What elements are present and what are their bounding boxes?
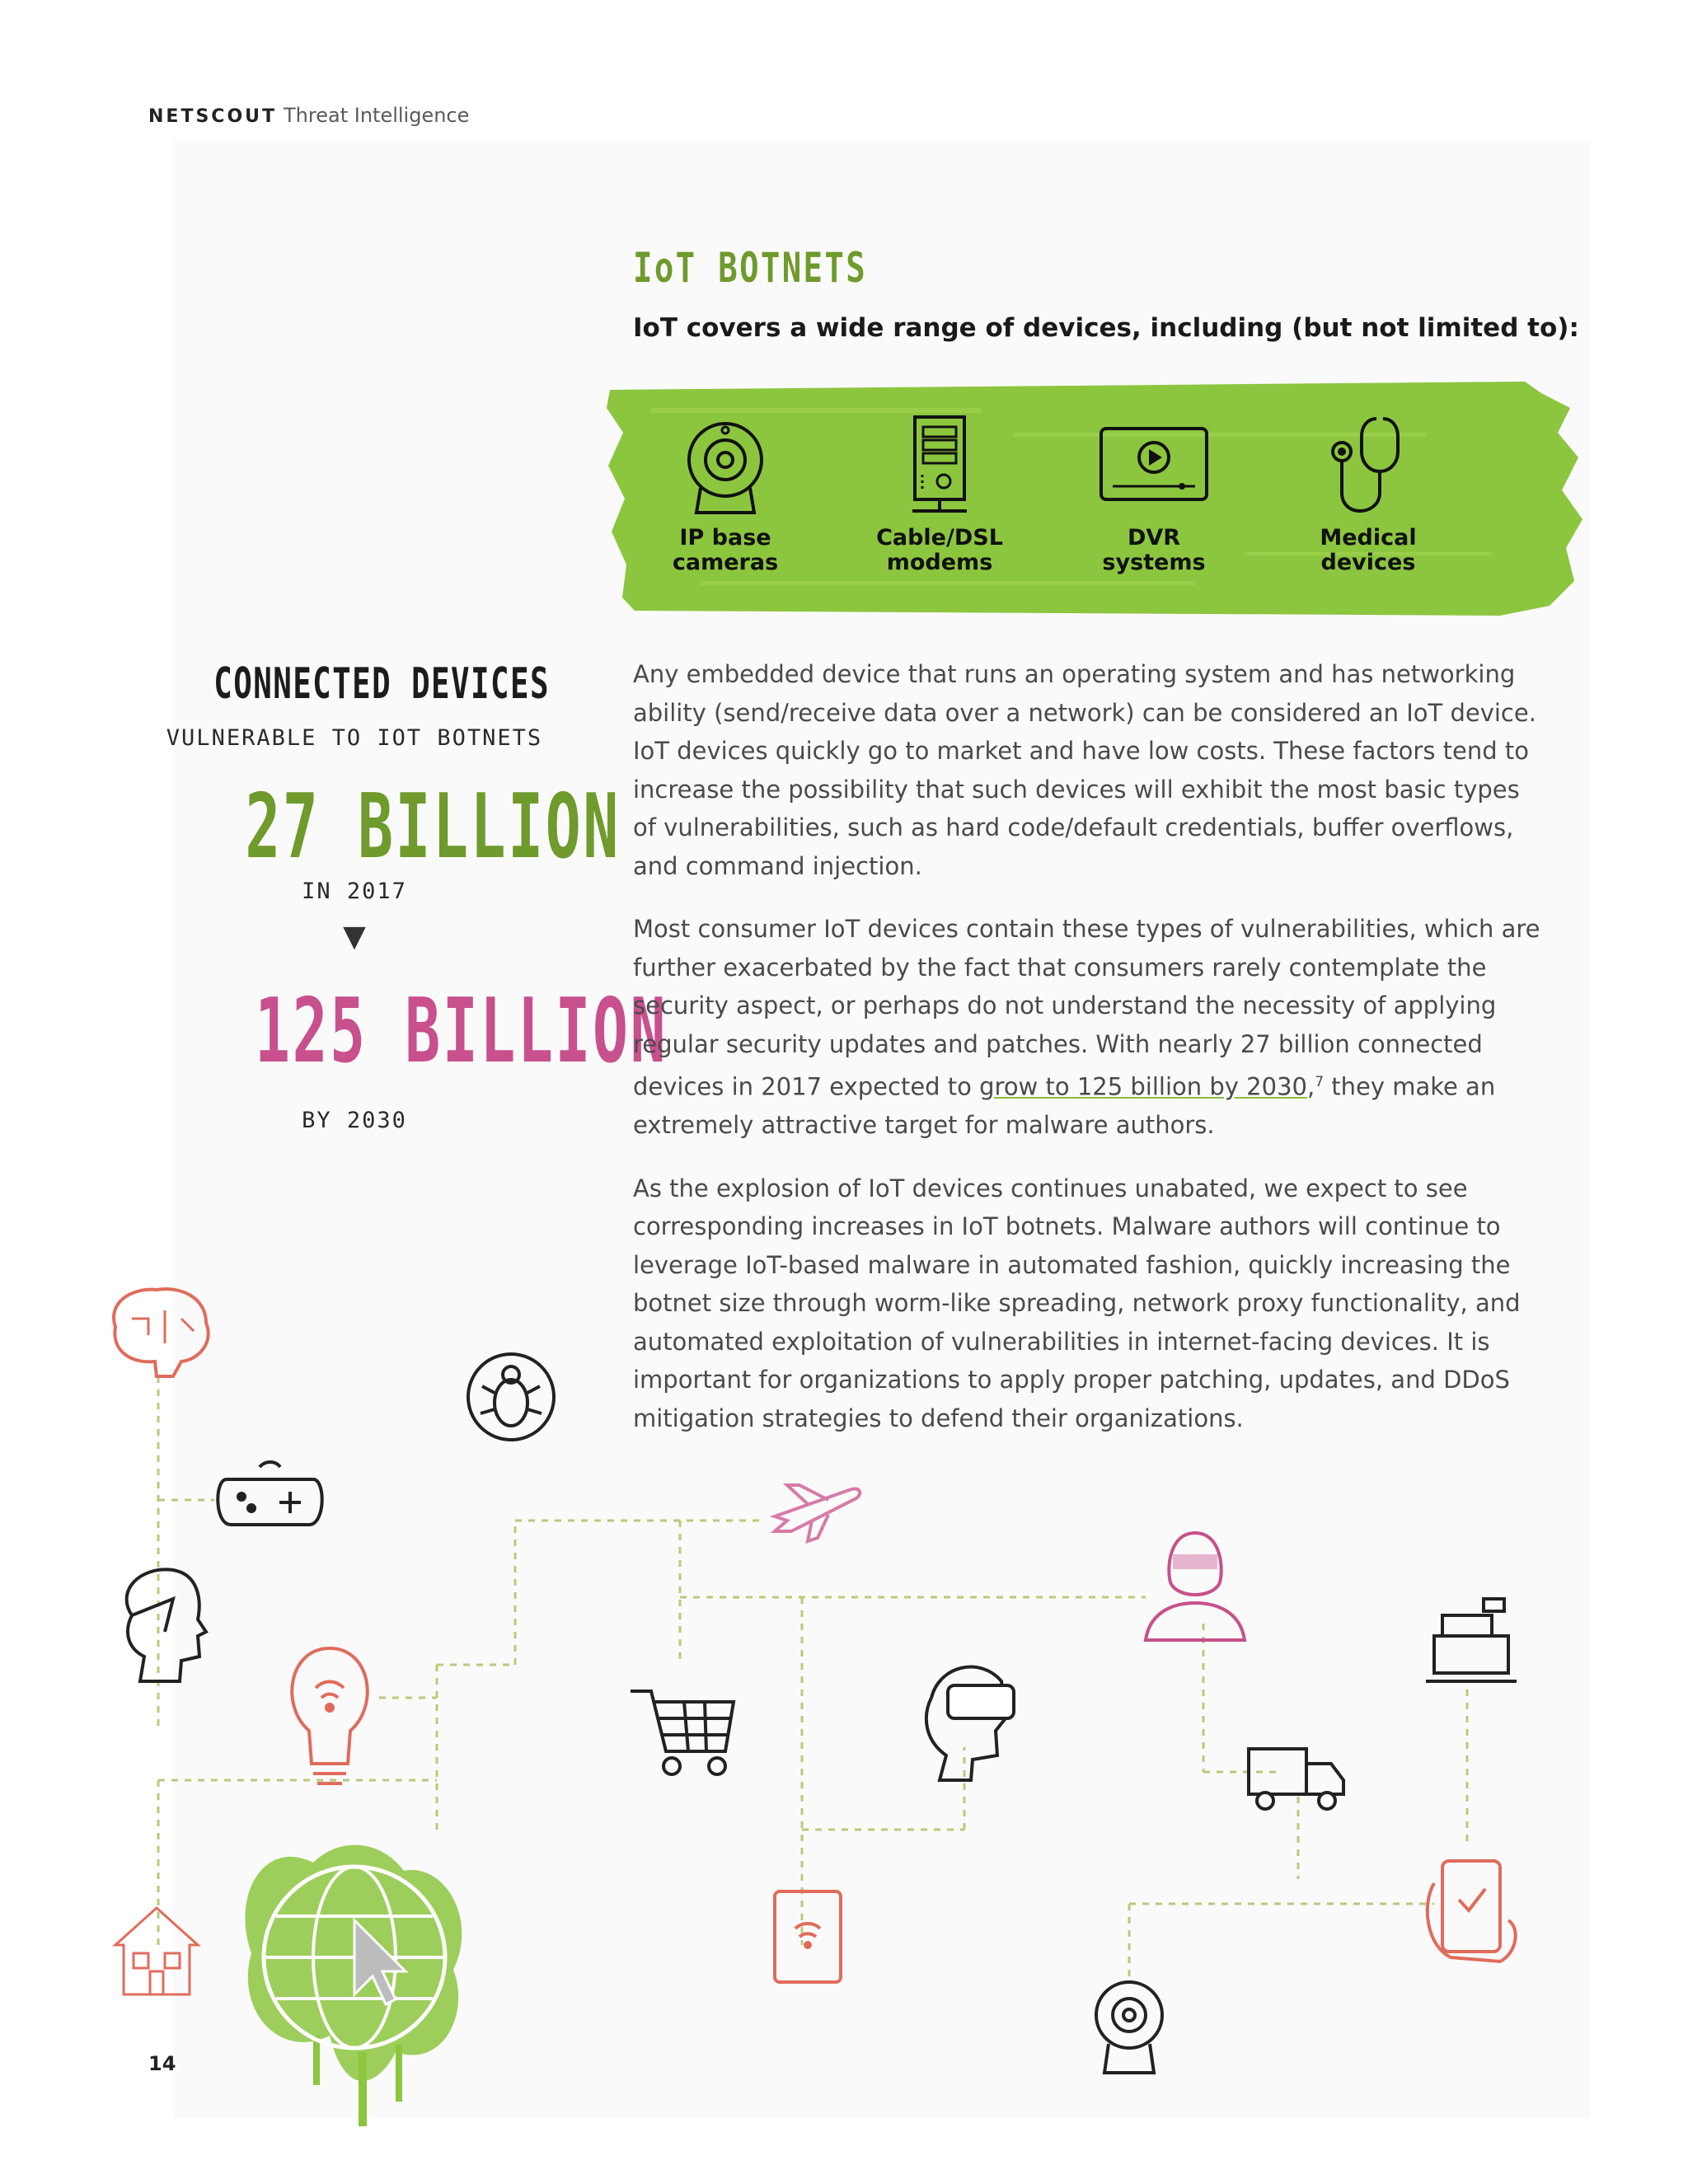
globe-cursor-icon <box>245 1845 462 2126</box>
vr-headset-icon <box>926 1667 1014 1780</box>
stats-title: CONNECTED DEVICES <box>213 659 550 709</box>
page-number: 14 <box>148 2052 176 2075</box>
device-ip-camera <box>618 412 832 575</box>
device-modem <box>832 412 1047 575</box>
dvr-icon <box>1096 412 1212 519</box>
house-icon <box>115 1908 198 1994</box>
stat-2017-label: IN 2017 <box>302 879 407 904</box>
brain-icon <box>114 1289 209 1376</box>
device-label: Medical devices <box>1320 525 1417 575</box>
device-medical <box>1261 412 1475 575</box>
airplane-icon <box>775 1485 860 1541</box>
game-controller-icon <box>218 1462 321 1525</box>
webcam-icon <box>1096 1982 1162 2073</box>
page-header <box>148 104 469 127</box>
device-label: Cable/DSL modems <box>876 525 1003 575</box>
stat-2030-value: 125 BILLION <box>255 980 668 1083</box>
tablet-icon <box>775 1891 841 1982</box>
down-arrow-icon: ▼ <box>343 920 366 954</box>
section-title: IoT BOTNETS <box>633 244 868 292</box>
cash-register-icon <box>1426 1599 1517 1681</box>
stat-2030-label: BY 2030 <box>302 1108 407 1133</box>
footnote-marker: 7 <box>1315 1074 1325 1090</box>
iot-network-illustration <box>82 1269 1607 2176</box>
stat-2017-value: 27 BILLION <box>245 776 621 879</box>
delivery-truck-icon <box>1249 1749 1343 1809</box>
hacker-icon <box>1146 1533 1245 1640</box>
growth-reference-link[interactable]: grow to 125 billion by 2030 <box>979 1072 1307 1101</box>
shopping-cart-icon <box>631 1691 734 1774</box>
brand-name: NETSCOUT <box>148 106 278 127</box>
stats-subtitle: VULNERABLE TO IOT BOTNETS <box>166 725 543 751</box>
device-band <box>602 375 1591 622</box>
modem-icon <box>894 412 985 519</box>
device-dvr <box>1047 412 1261 575</box>
section-intro: IoT covers a wide range of devices, including (but not limited to): <box>633 313 1579 343</box>
paragraph: As the explosion of IoT devices continues unabated, we expect to see corresponding increases in IoT botnets. Malware authors will continue to leverage IoT-based malware in automated fashion, quickly increasing the botnet size through worm-like spreading, network proxy functionality, and automated exploitation of vulnerabilities in internet-facing devices. It is important for organizations to apply proper patching, updates, and DDoS mitigation strategies to defend their organizations. <box>633 1174 1521 1432</box>
device-label: IP base cameras <box>672 525 779 575</box>
paragraph: Any embedded device that runs an operating system and has networking ability (send/receive data over a network) can be considered an IoT device. IoT devices quickly go to market and have low costs. These factors tend to increase the possibility that such devices will exhibit the most basic types of vulnerabilities, such as hard code/default credentials, buffer overflows, and command injection. <box>633 660 1536 880</box>
mobile-payment-icon <box>1428 1861 1516 1961</box>
header-subtitle: Threat Intelligence <box>284 104 470 127</box>
stethoscope-icon <box>1319 412 1418 519</box>
lightbulb-icon <box>292 1648 367 1783</box>
connected-devices-stats <box>148 659 668 1133</box>
paragraph: Most consumer IoT devices contain these types of vulnerabilities, which are further exacerbated by the fact that consumers rarely contemplate the security aspect, or perhaps do not understand the necessity of applying regular security updates and patches. With nearly 27 billion connected devices in 2017 expected to grow to 125 billion by 2030,$^7$ they make an extremely attractive target for malware authors. <box>633 915 1540 1140</box>
bug-icon <box>468 1354 554 1440</box>
head-profile-icon <box>127 1569 206 1681</box>
device-label: DVR systems <box>1102 525 1206 575</box>
camera-icon <box>680 412 771 519</box>
